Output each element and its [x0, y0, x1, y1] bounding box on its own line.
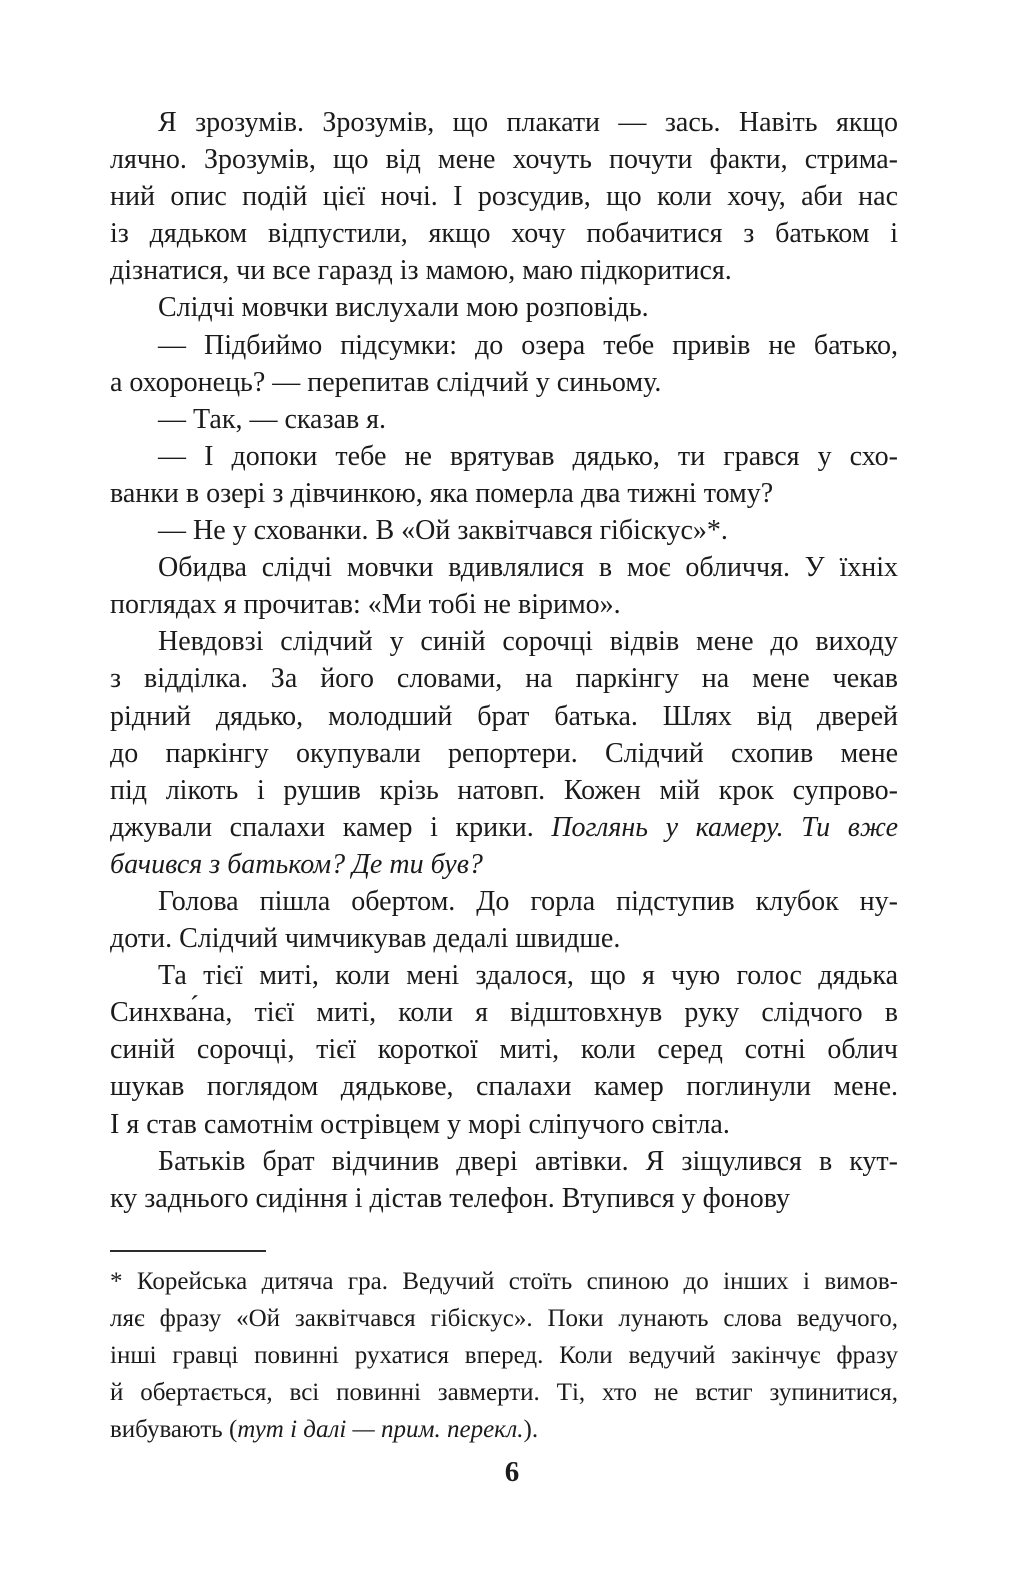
body-line	[110, 846, 898, 883]
body-line	[110, 883, 898, 920]
body-line	[110, 1106, 898, 1143]
text-segment: ванки в озері з дівчинкою, яка померла два тижні тому?	[110, 477, 774, 509]
text-segment: лячно. Зрозумів, що від мене хочуть почути факти, стрима-	[110, 144, 898, 176]
footnote-separator	[110, 1250, 266, 1252]
text-segment: інші гравці повинні рухатися вперед. Коли ведучий закінчує фразу	[110, 1341, 898, 1369]
italic-text-segment: бачився з батьком? Де ти був?	[110, 848, 483, 880]
body-line	[110, 1068, 898, 1105]
text-segment: із дядьком відпустили, якщо хочу побачитися з батьком і	[110, 218, 898, 250]
text-block	[110, 104, 898, 1448]
body-line	[110, 252, 898, 289]
text-segment: * Корейська дитяча гра. Ведучий стоїть спиною до інших і вимов-	[110, 1267, 898, 1295]
body-line	[110, 772, 898, 809]
paragraph	[110, 327, 898, 401]
text-segment: Слідчі мовчки вислухали мою розповідь.	[158, 292, 649, 324]
body-line	[110, 586, 898, 623]
text-segment: Невдовзі слідчий у синій сорочці відвів мене до виходу	[158, 626, 898, 658]
italic-text-segment: тут і далі — прим. перекл.	[237, 1415, 524, 1443]
paragraph	[110, 549, 898, 623]
text-segment: до паркінгу окупували репортери. Слідчий схопив мене	[110, 737, 898, 769]
text-segment: — Так, — сказав я.	[158, 403, 387, 435]
footnote-line	[110, 1263, 898, 1300]
body-line	[110, 1180, 898, 1217]
text-segment: — Не у схованки. В «Ой заквітчався гібіскус»*.	[158, 515, 728, 547]
body-line	[110, 549, 898, 586]
text-segment: Та тієї миті, коли мені здалося, що я чую голос дядька	[158, 960, 898, 992]
paragraph	[110, 289, 898, 326]
text-segment: доти. Слідчий чимчикував дедалі швидше.	[110, 923, 621, 955]
body-line	[110, 735, 898, 772]
text-segment: І я став самотнім острівцем у морі сліпучого світла.	[110, 1108, 730, 1140]
body-line	[110, 327, 898, 364]
body-line	[110, 215, 898, 252]
body-line	[110, 660, 898, 697]
body-line	[110, 920, 898, 957]
footnote-line	[110, 1337, 898, 1374]
text-segment: з відділка. За його словами, на паркінгу на мене чекав	[110, 663, 898, 695]
text-segment: а охоронець? — перепитав слідчий у синьому.	[110, 366, 662, 398]
paragraph	[110, 512, 898, 549]
paragraph	[110, 401, 898, 438]
body-line	[110, 957, 898, 994]
text-segment: Синхва́на, тієї миті, коли я відштовхнув руку слідчого в	[110, 997, 898, 1029]
text-segment: Обидва слідчі мовчки вдивлялися в моє обличчя. У їхніх	[158, 552, 898, 584]
body-line	[110, 141, 898, 178]
footnote-line	[110, 1300, 898, 1337]
text-segment: під лікоть і рушив крізь натовп. Кожен мій крок супрово-	[110, 774, 898, 806]
paragraph	[110, 438, 898, 512]
body-line	[110, 512, 898, 549]
text-segment: вибувають (	[110, 1415, 238, 1443]
text-segment: Голова пішла обертом. До горла підступив клубок ну-	[158, 885, 898, 917]
text-segment: Батьків брат відчинив двері автівки. Я зіщулився в кут-	[158, 1145, 898, 1177]
body-line	[110, 475, 898, 512]
body-line	[110, 994, 898, 1031]
paragraph	[110, 957, 898, 1142]
body-line	[110, 401, 898, 438]
body-line	[110, 1031, 898, 1068]
footnote-line	[110, 1374, 898, 1411]
paragraph	[110, 104, 898, 289]
text-segment: ляє фразу «Ой заквітчався гібіскус». Поки лунають слова ведучого,	[110, 1304, 898, 1332]
text-segment: — Підбиймо підсумки: до озера тебе привів не батько,	[158, 329, 898, 361]
body-line	[110, 1143, 898, 1180]
text-segment: синій сорочці, тієї короткої миті, коли серед сотні облич	[110, 1034, 898, 1066]
text-segment: рідний дядько, молодший брат батька. Шлях від дверей	[110, 700, 898, 732]
body-line	[110, 438, 898, 475]
paragraph	[110, 883, 898, 957]
body-line	[110, 698, 898, 735]
text-segment: ний опис подій цієї ночі. І розсудив, що коли хочу, аби нас	[110, 181, 898, 213]
body-line	[110, 809, 898, 846]
body-line	[110, 178, 898, 215]
body-line	[110, 364, 898, 401]
text-segment: ).	[523, 1415, 539, 1443]
body-line	[110, 289, 898, 326]
text-segment: джували спалахи камер і крики.	[110, 811, 552, 843]
body-line	[110, 623, 898, 660]
footnote	[110, 1263, 898, 1448]
text-segment: Я зрозумів. Зрозумів, що плакати — зась. Навіть якщо	[158, 107, 898, 138]
paragraph	[110, 1143, 898, 1217]
text-segment: ку заднього сидіння і дістав телефон. Втупився у фонову	[110, 1182, 791, 1214]
paragraph	[110, 623, 898, 883]
text-segment: дізнатися, чи все гаразд із мамою, маю підкоритися.	[110, 255, 732, 287]
body-line	[110, 104, 898, 141]
text-segment: — І допоки тебе не врятував дядько, ти грався у схо-	[158, 440, 898, 472]
page-number: 6	[504, 1456, 520, 1488]
text-segment: поглядах я прочитав: «Ми тобі не віримо».	[110, 589, 621, 621]
text-segment: шукав поглядом дядькове, спалахи камер поглинули мене.	[110, 1071, 898, 1103]
italic-text-segment: Поглянь у камеру. Ти вже	[551, 811, 898, 843]
footnote-line	[110, 1411, 898, 1448]
text-segment: й обертається, всі повинні завмерти. Ті, хто не встиг зупинитися,	[110, 1378, 898, 1406]
body-text	[110, 104, 898, 1217]
